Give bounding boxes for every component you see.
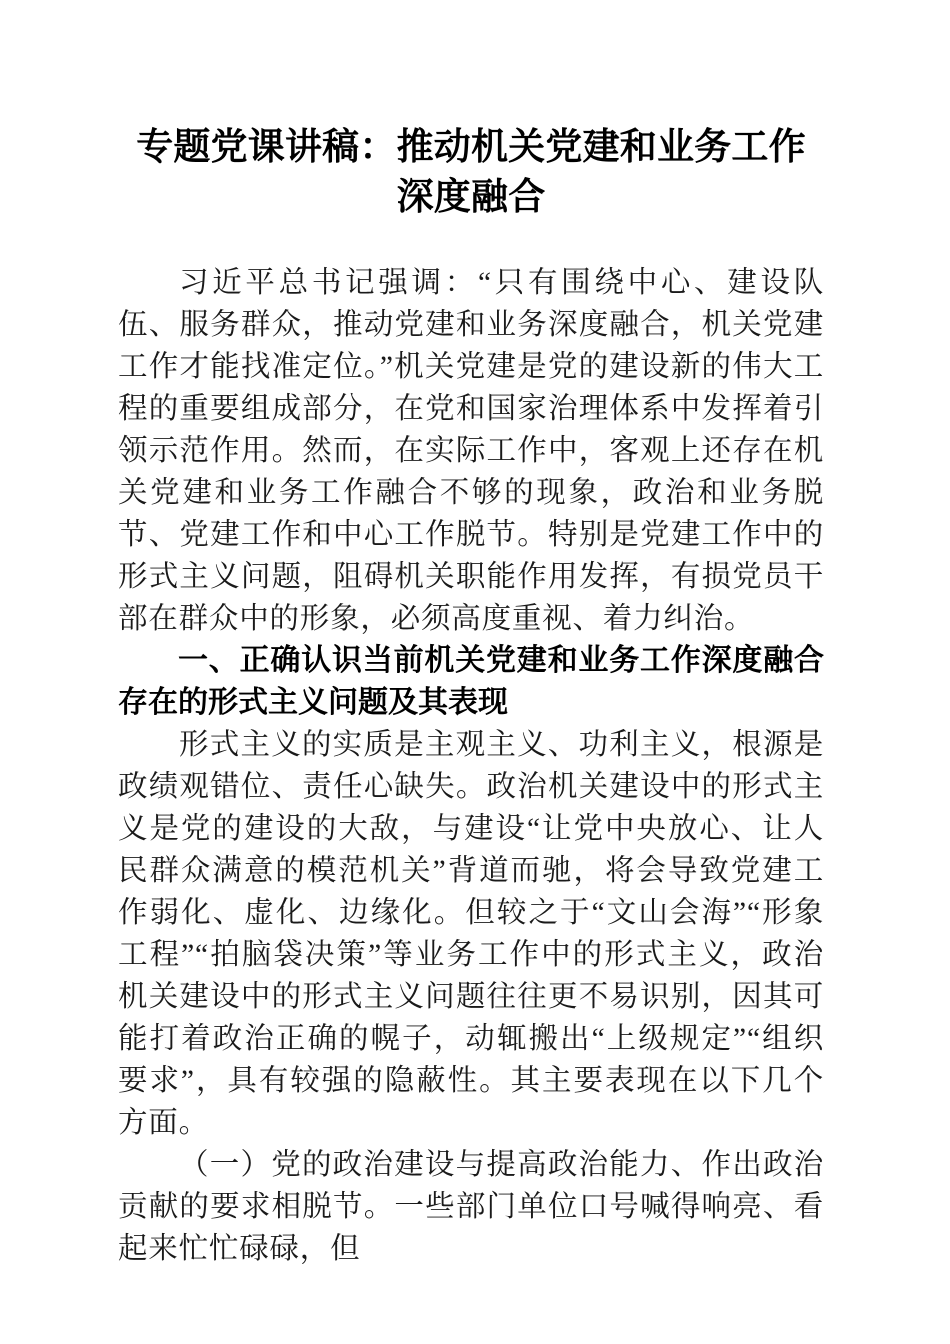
section-heading-one: 一、正确认识当前机关党建和业务工作深度融合存在的形式主义问题及其表现 xyxy=(118,643,824,720)
paragraph-intro: 习近平总书记强调：“只有围绕中心、建设队伍、服务群众，推动党建和业务深度融合，机关党建工作才能找准定位。”机关党建是党的建设新的伟大工程的重要组成部分，在党和国家治理体系中发挥着引领示范作用。然而，在实际工作中，客观上还存在机关党建和业务工作融合不够的现象，政治和业务脱节、党建工作和中心工作脱节。特别是党建工作中的形式主义问题，阻碍机关职能作用发挥，有损党员干部在群众中的形象，必须高度重视、着力纠治。 xyxy=(118,267,824,635)
paragraph-section-one-body: 形式主义的实质是主观主义、功利主义，根源是政绩观错位、责任心缺失。政治机关建设中的形式主义是党的建设的大敌，与建设“让党中央放心、让人民群众满意的模范机关”背道而驰，将会导致党建工作弱化、虚化、边缘化。但较之于“文山会海”“形象工程”“拍脑袋决策”等业务工作中的形式主义，政治机关建设中的形式主义问题往往更不易识别，因其可能打着政治正确的幌子，动辄搬出“上级规定”“组织要求”，具有较强的隐蔽性。其主要表现在以下几个方面。 xyxy=(118,729,824,1139)
paragraph-subsection-one-one: （一）党的政治建设与提高政治能力、作出政治贡献的要求相脱节。一些部门单位口号喊得响亮、看起来忙忙碌碌，但 xyxy=(118,1149,824,1265)
document-title: 专题党课讲稿：推动机关党建和业务工作深度融合 xyxy=(136,125,806,218)
document-body xyxy=(118,0,824,1270)
title-spacer xyxy=(118,222,824,262)
